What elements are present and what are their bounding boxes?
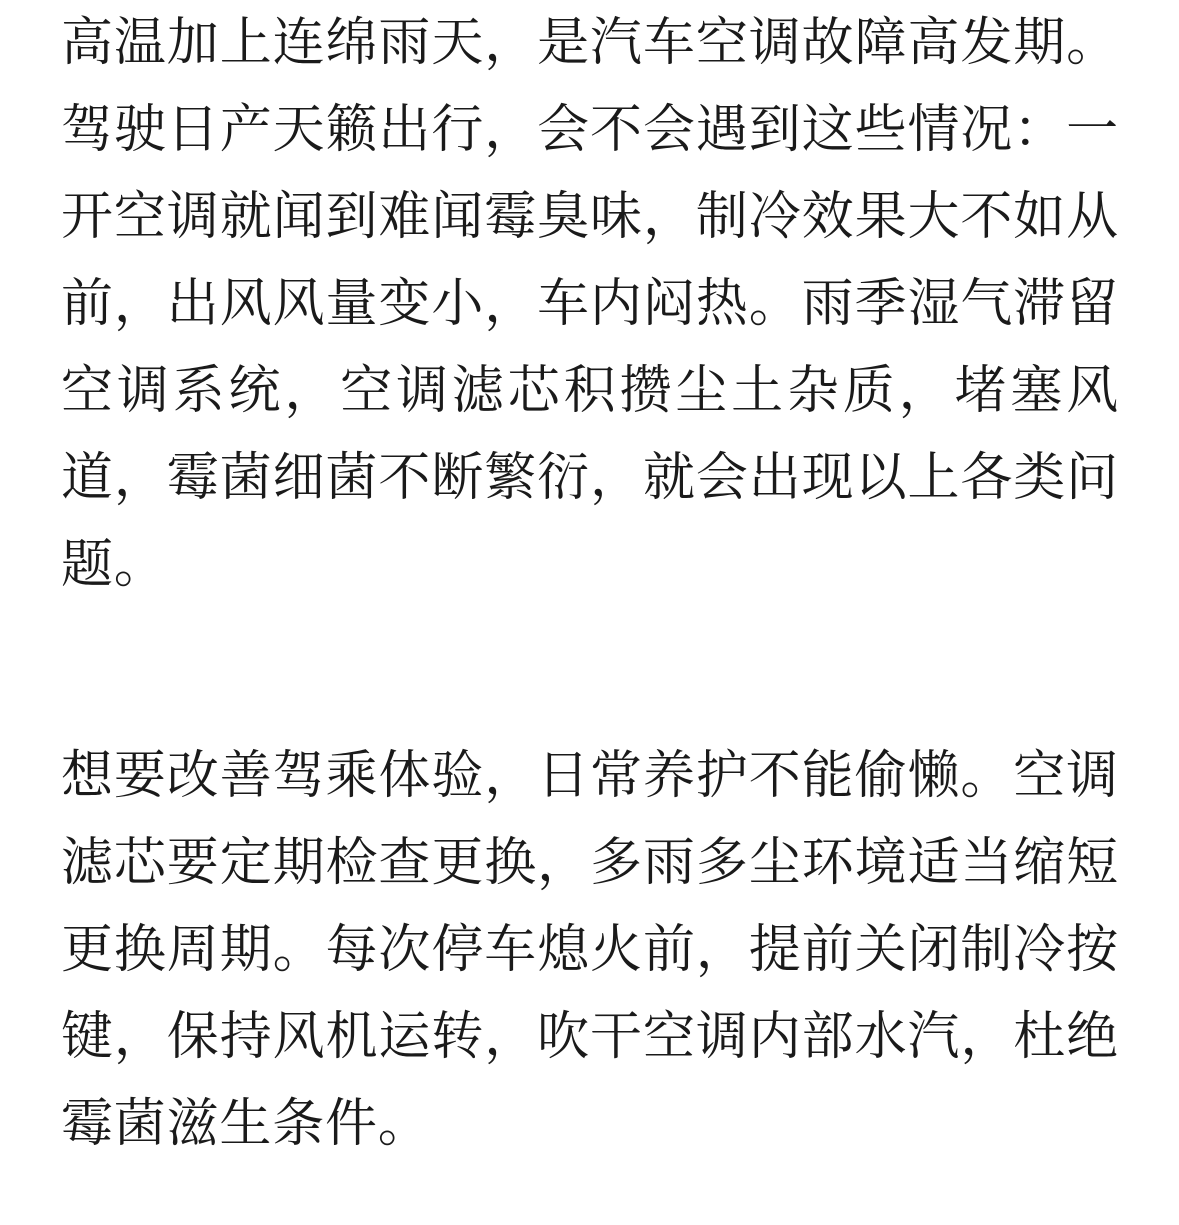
paragraph-maintenance-tips: 想要改善驾乘体验，日常养护不能偷懒。空调滤芯要定期检查更换，多雨多尘环境适当缩短更换周期。每次停车熄火前，提前关闭制冷按键，保持风机运转，吹干空调内部水汽，杜绝霉菌滋生条件。 xyxy=(61,746,1119,1154)
paragraph-ac-problems: 高温加上连绵雨天，是汽车空调故障高发期。驾驶日产天籁出行，会不会遇到这些情况：一开空调就闻到难闻霉臭味，制冷效果大不如从前，出风风量变小，车内闷热。雨季湿气滞留空调系统，空调滤芯积攒尘土杂质，堵塞风道，霉菌细菌不断繁衍，就会出现以上各类问题。 xyxy=(61,13,1119,595)
article-body xyxy=(61,0,1119,1168)
